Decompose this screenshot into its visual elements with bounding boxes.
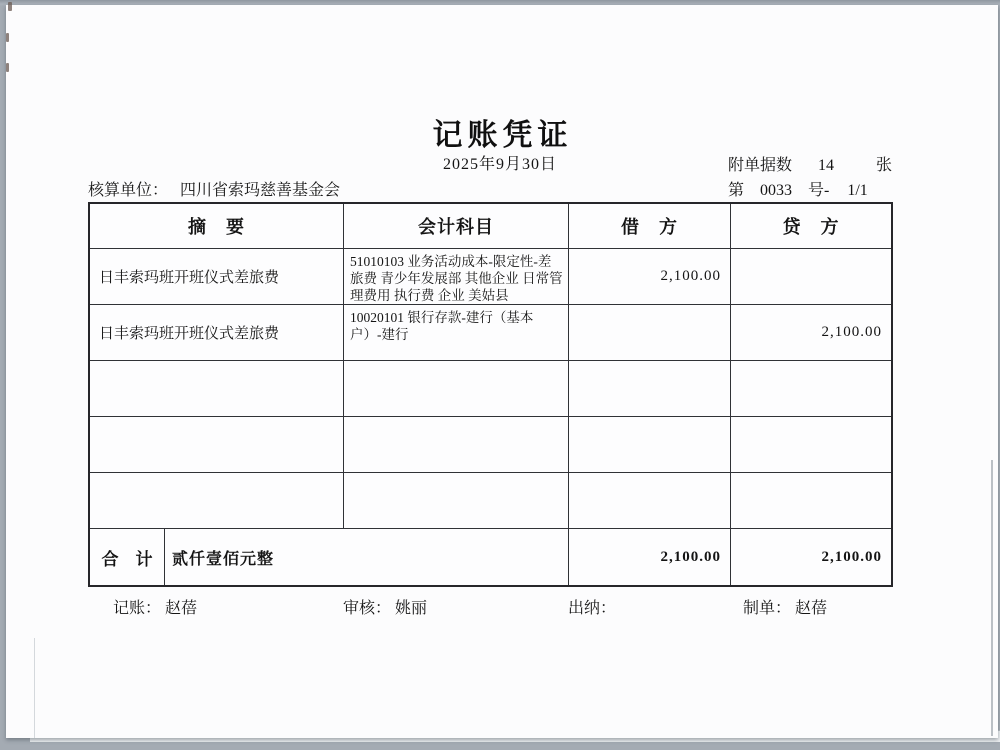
- total-credit-cell: 2,100.00: [821, 548, 882, 565]
- debit-cell: 2,100.00: [569, 249, 731, 305]
- account-cell: [344, 361, 569, 417]
- page-indicator: 1/1: [847, 182, 868, 199]
- summary-cell: [90, 417, 344, 473]
- voucher-number: 0033: [760, 182, 793, 199]
- attachment-count: 14: [818, 157, 835, 174]
- paper-edge-shadow-right: [991, 460, 993, 736]
- summary-cell: [90, 473, 344, 529]
- summary-cell: [90, 361, 344, 417]
- number-suffix: 号-: [808, 182, 830, 199]
- auditor-label: 审核：: [343, 600, 392, 617]
- summary-cell: 日丰索玛班开班仪式差旅费: [90, 249, 344, 305]
- attachment-unit: 张: [876, 157, 893, 174]
- voucher-date: 2025年9月30日: [442, 156, 557, 173]
- paper-edge-shadow-bottom-left: [34, 638, 35, 738]
- scan-artifact-speck: [6, 63, 9, 72]
- column-header-summary: 摘 要: [90, 204, 344, 249]
- debit-cell: [569, 473, 731, 529]
- attachment-count-row: [728, 152, 892, 175]
- scan-artifact-speck: [8, 2, 12, 11]
- credit-cell: [731, 361, 891, 417]
- total-label-cell: 合 计: [90, 529, 165, 585]
- accounting-unit-name: 四川省索玛慈善基金会: [180, 182, 341, 199]
- signature-cashier: [568, 595, 620, 618]
- preparer-name: 赵蓓: [795, 600, 828, 617]
- account-cell: [344, 473, 569, 529]
- voucher-table: [88, 202, 893, 587]
- accounting-unit-label: 核算单位：: [88, 182, 169, 199]
- debit-cell: [569, 305, 731, 361]
- attachment-label: 附单据数: [728, 157, 793, 174]
- signature-auditor: [343, 595, 427, 618]
- summary-cell: 日丰索玛班开班仪式差旅费: [90, 305, 344, 361]
- column-header-credit: 贷 方: [731, 204, 891, 249]
- bookkeeper-name: 赵蓓: [165, 600, 198, 617]
- credit-cell: [731, 417, 891, 473]
- total-debit-cell: 2,100.00: [569, 529, 731, 585]
- debit-cell: [569, 361, 731, 417]
- signature-bookkeeper: [113, 595, 197, 618]
- account-cell: [344, 417, 569, 473]
- cashier-label: 出纳：: [568, 600, 617, 617]
- credit-cell: 2,100.00: [731, 305, 891, 361]
- debit-cell: [569, 417, 731, 473]
- column-header-account: 会计科目: [344, 204, 569, 249]
- bookkeeper-label: 记账：: [113, 600, 162, 617]
- credit-cell: [731, 473, 891, 529]
- voucher-title: 记账凭证: [432, 119, 573, 152]
- credit-cell: [731, 249, 891, 305]
- number-prefix: 第: [728, 182, 745, 199]
- signature-preparer: [743, 595, 827, 618]
- scan-artifact-speck: [6, 33, 9, 42]
- auditor-name: 姚丽: [395, 600, 428, 617]
- voucher-number-row: [728, 177, 868, 200]
- preparer-label: 制单：: [743, 600, 792, 617]
- accounting-unit-row: [88, 177, 340, 200]
- total-amount-words-cell: 贰仟壹佰元整: [165, 529, 569, 585]
- account-cell: 51010103 业务活动成本-限定性-差旅费 青少年发展部 其他企业 日常管理费用 执行费 企业 美姑县: [344, 249, 569, 305]
- column-header-debit: 借 方: [569, 204, 731, 249]
- account-cell: 10020101 银行存款-建行（基本户）-建行: [344, 305, 569, 361]
